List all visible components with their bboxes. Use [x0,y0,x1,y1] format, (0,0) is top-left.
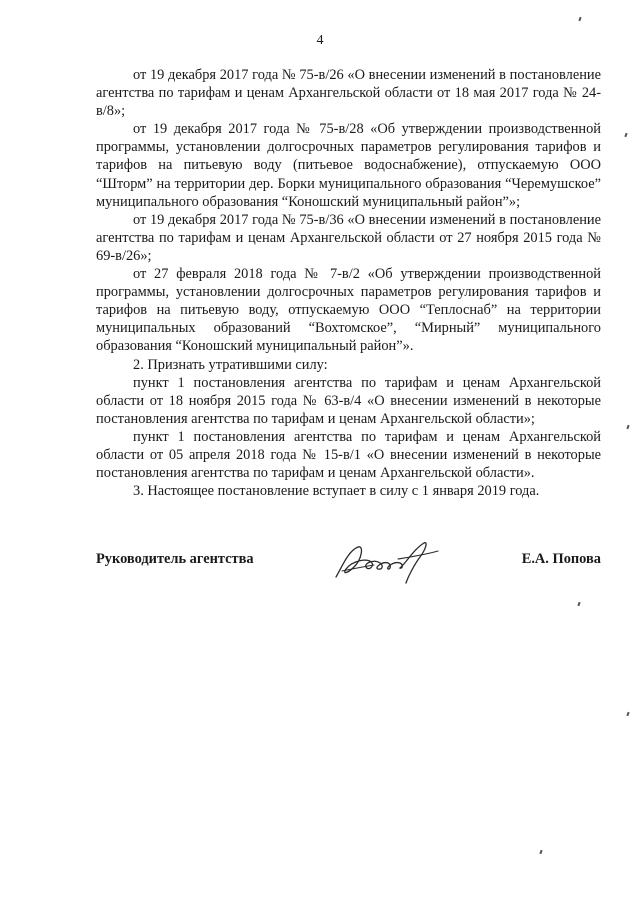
signature-block [96,551,601,581]
scan-speck [626,425,629,429]
paragraph-amendment-75-v-28: от 19 декабря 2017 года № 75-в/28 «Об утверждении производственной программы, установлении долгосрочных параметров регулирования тарифов и тарифов на питьевую воду (питьевое водоснабжение), отпускаемую ООО “Шторм” на территории дер. Борки муниципального образования “Черемушское” муниципального образования “Коношский муниципальный район”»; [96,121,601,210]
paragraph-repeal-15-v-1: пункт 1 постановления агентства по тарифам и ценам Архангельской области от 05 апреля 2018 года № 15-в/1 «О внесении изменений в некоторые постановления агентства по тарифам и ценам Архангельской области». [96,428,601,482]
handwritten-signature [328,537,446,585]
signatory-name: Е.А. Попова [521,551,601,567]
paragraph-repeal-63-v-4: пункт 1 постановления агентства по тарифам и ценам Архангельской области от 18 ноября 2015 года № 63-в/4 «О внесении изменений в некоторые постановления агентства по тарифам и ценам Архангельской области»; [96,374,601,427]
page-number: 4 [316,33,324,48]
paragraph-item-3-effective-date: 3. Настоящее постановление вступает в силу с 1 января 2019 года. [133,483,540,500]
document-body [96,66,601,500]
scan-speck [624,133,627,137]
scan-speck [626,712,629,716]
paragraph-amendment-75-v-26: от 19 декабря 2017 года № 75-в/26 «О внесении изменений в постановление агентства по тарифам и ценам Архангельской области от 18 мая 2017 года № 24-в/8»; [96,67,601,120]
paragraph-item-2-heading: 2. Признать утратившими силу: [133,356,328,373]
signatory-title: Руководитель агентства [96,551,254,567]
scan-speck [578,17,581,21]
scan-speck [539,850,542,854]
paragraph-amendment-75-v-36: от 19 декабря 2017 года № 75-в/36 «О внесении изменений в постановление агентства по тарифам и ценам Архангельской области от 27 ноября 2015 года № 69-в/26»; [96,211,601,264]
paragraph-amendment-7-v-2: от 27 февраля 2018 года № 7-в/2 «Об утверждении производственной программы, установлении долгосрочных параметров регулирования тарифов и тарифов на питьевую воду, отпускаемую ООО “Теплоснаб” на территории муниципальных образований “Вохтомское”, “Мирный” муниципального образования “Коношский муниципальный район”». [96,266,601,355]
scan-speck [577,602,580,606]
